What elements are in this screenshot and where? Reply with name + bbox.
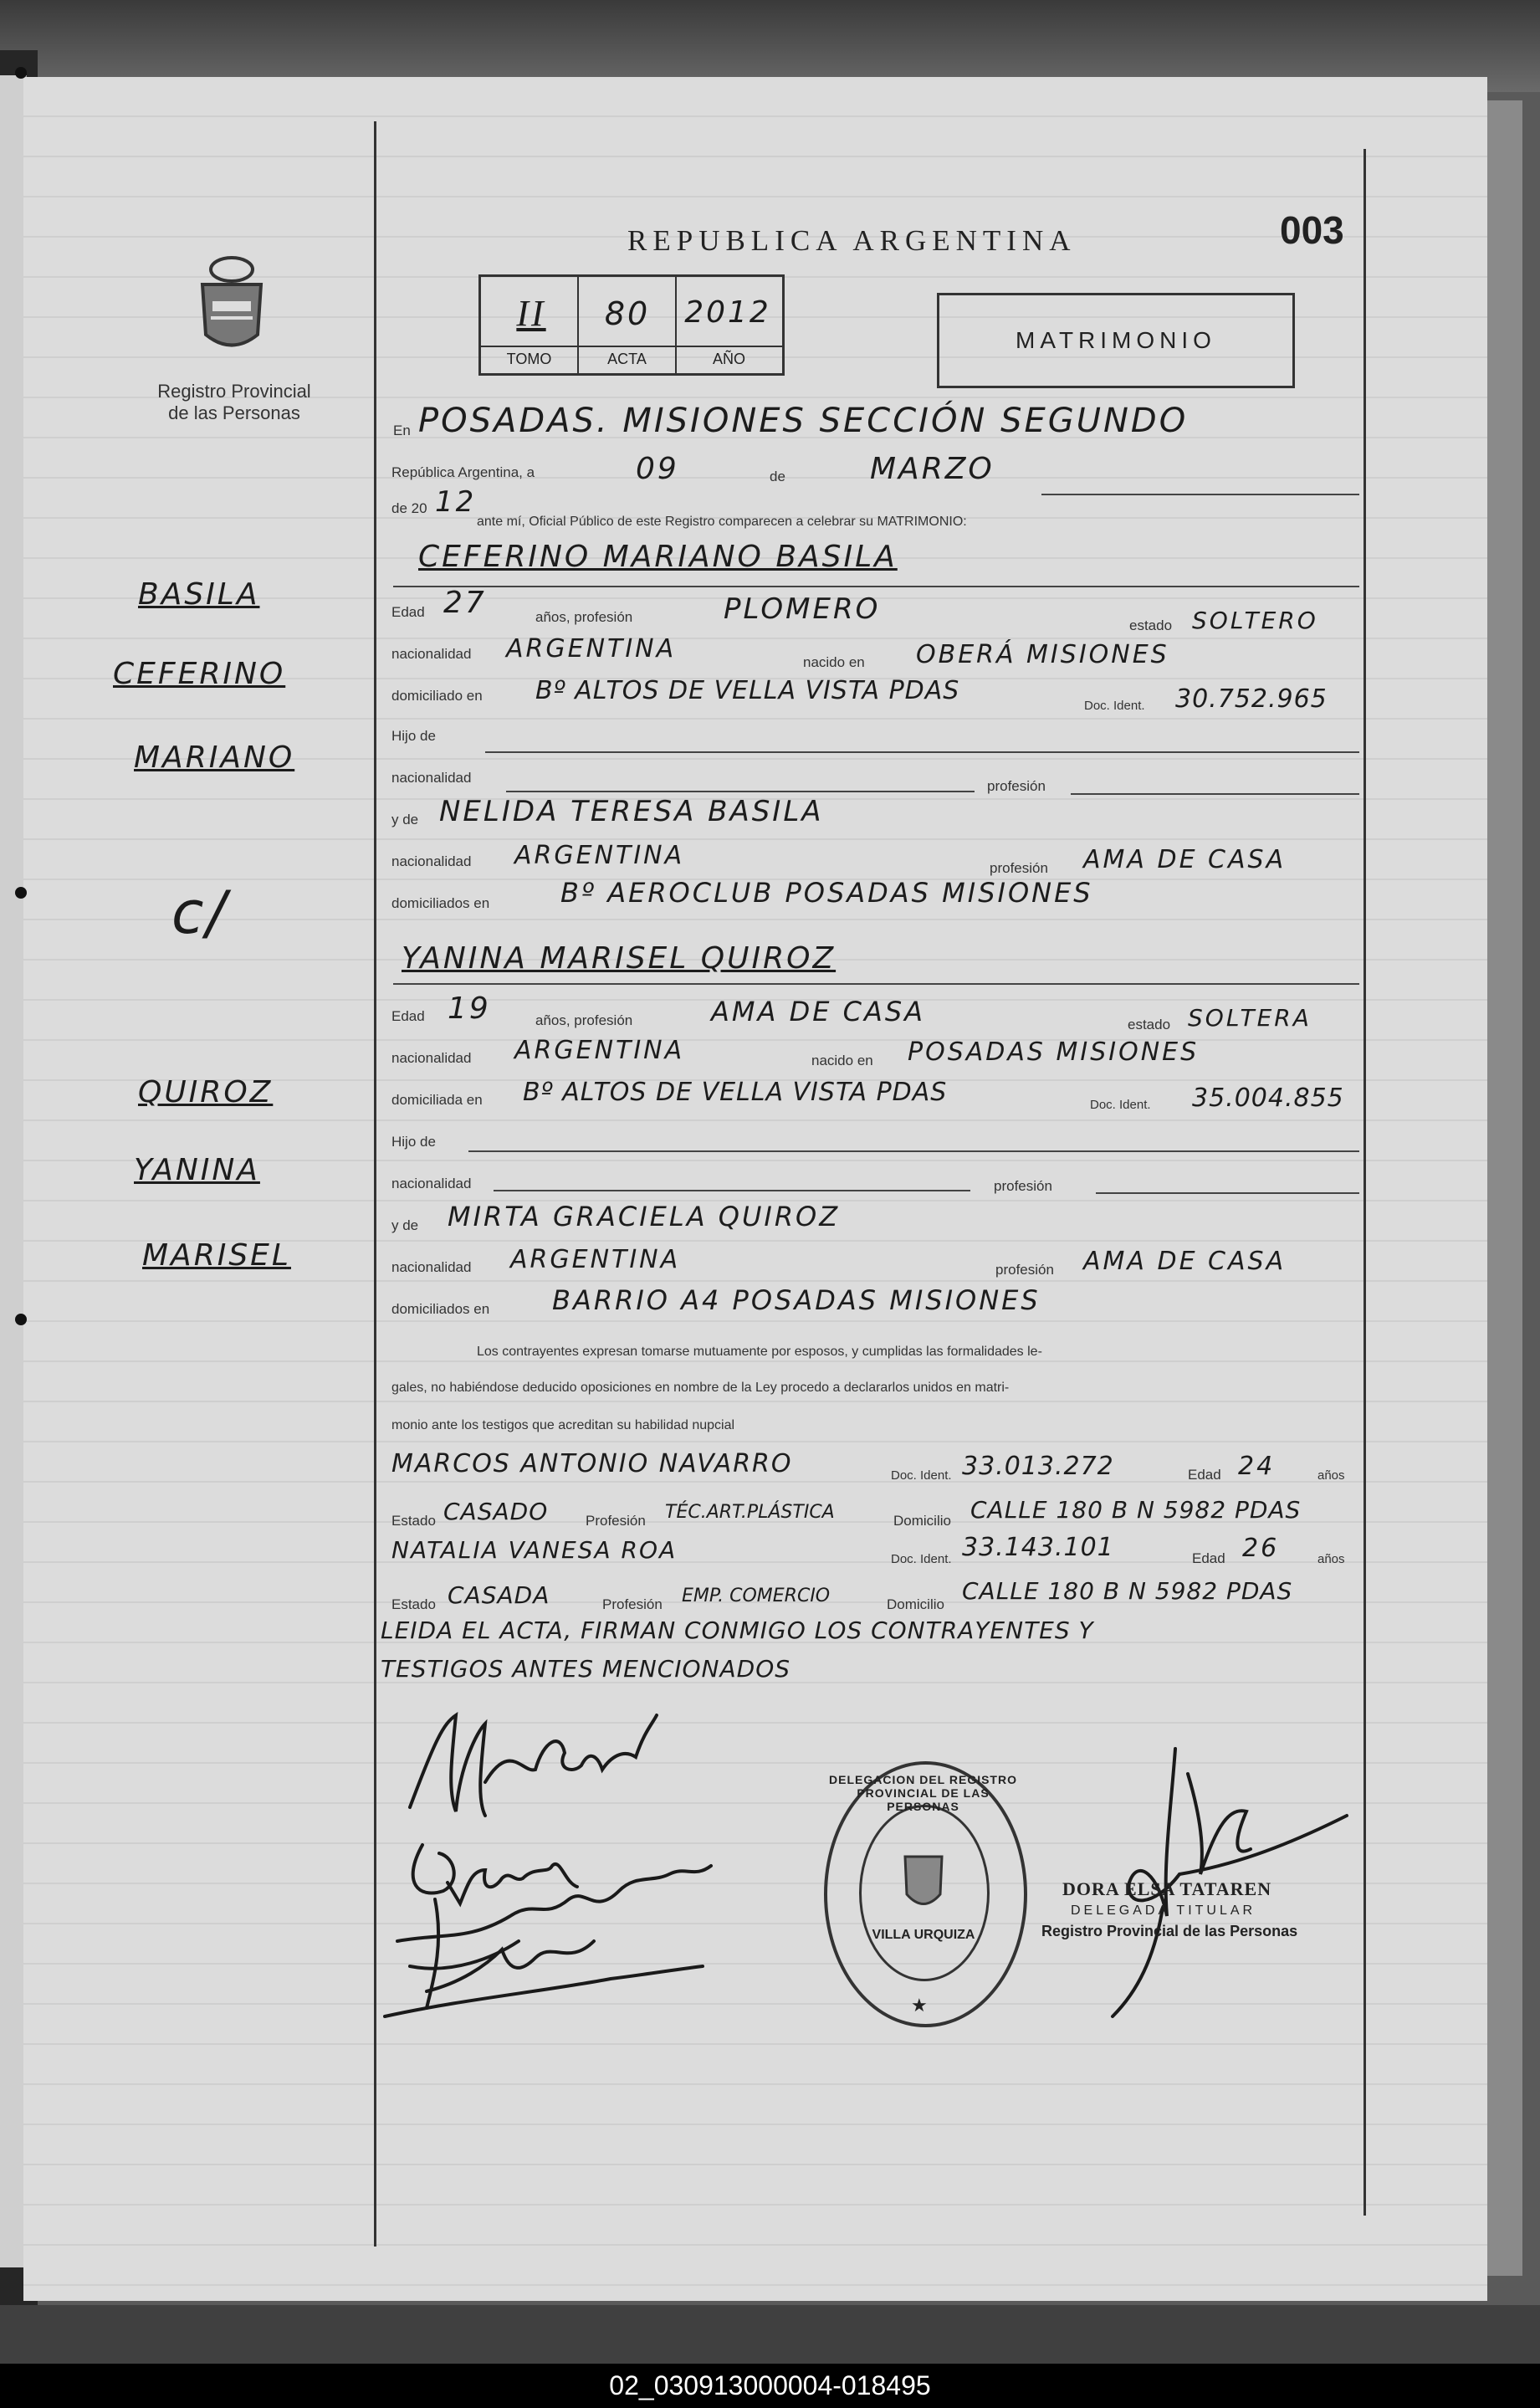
year-suffix: 12 [435, 485, 477, 519]
binding-hole [15, 67, 27, 79]
statement-line-3: monio ante los testigos que acreditan su habilidad nupcial [391, 1418, 735, 1432]
groom-age-label: Edad [391, 604, 425, 620]
groom-profession-label: años, profesión [535, 609, 633, 625]
statement-line-1: Los contrayentes expresan tomarse mutuamente por esposos, y cumplidas las formalidades le- [477, 1345, 1042, 1359]
official-org: Registro Provincial de las Personas [1041, 1923, 1298, 1939]
bride-mother-profession: AMA DE CASA [1083, 1247, 1287, 1276]
witness2-address-label: Domicilio [887, 1596, 944, 1612]
groom-nationality: ARGENTINA [506, 634, 677, 663]
witness1-anios-label: años [1317, 1468, 1345, 1483]
republica-label: República Argentina, a [391, 464, 535, 480]
groom-parents-address-label: domiciliados en [391, 895, 490, 911]
volume-box [478, 274, 785, 376]
binding-hole [15, 1314, 27, 1325]
en-label: En [393, 423, 411, 438]
witness1-name: MARCOS ANTONIO NAVARRO [391, 1449, 793, 1478]
party-signatures [376, 1690, 753, 2042]
groom-father-profession-label: profesión [987, 778, 1046, 794]
bride-father-nationality-label: nacionalidad [391, 1176, 472, 1191]
bride-doc: 35.004.855 [1192, 1084, 1344, 1113]
rule [393, 586, 1359, 587]
witness2-doc-label: Doc. Ident. [891, 1552, 952, 1566]
bride-mother-label: y de [391, 1217, 419, 1233]
groom-father-label: Hijo de [391, 728, 436, 744]
groom-nationality-label: nacionalidad [391, 646, 472, 662]
year-prefix: de 20 [391, 500, 427, 516]
bride-nationality: ARGENTINA [514, 1036, 685, 1065]
groom-mother-profession: AMA DE CASA [1083, 845, 1287, 874]
witness1-doc-label: Doc. Ident. [891, 1468, 952, 1483]
bride-age: 19 [448, 991, 491, 1026]
rule [468, 1150, 1359, 1152]
rule [1096, 1192, 1359, 1194]
rule [1071, 793, 1359, 795]
groom-age: 27 [443, 586, 487, 620]
statement-line-2: gales, no habiéndose deducido oposiciones en nombre de la Ley procedo a declararlos unidos en matri- [391, 1381, 1010, 1395]
scan-footer: 02_030913000004-018495 [0, 2364, 1540, 2408]
rule [485, 751, 1359, 753]
bride-mother-profession-label: profesión [995, 1262, 1054, 1278]
margin-groom-middle: MARIANO [134, 740, 295, 775]
groom-mother: NELIDA TERESA BASILA [439, 795, 824, 828]
margin-groom-first: CEFERINO [113, 657, 286, 691]
bride-age-label: Edad [391, 1008, 425, 1024]
bride-birthplace: POSADAS MISIONES [908, 1037, 1200, 1067]
bride-parents-address: BARRIO A4 POSADAS MISIONES [552, 1284, 1041, 1316]
witness1-address: CALLE 180 B N 5982 PDAS [970, 1496, 1302, 1524]
seal-emblem-icon [898, 1848, 949, 1915]
rule [494, 1190, 970, 1191]
right-border-line [1363, 149, 1366, 2216]
witness1-address-label: Domicilio [893, 1513, 951, 1529]
witness2-address: CALLE 180 B N 5982 PDAS [962, 1577, 1293, 1605]
registry-seal [824, 1761, 1027, 2027]
seal-ring-text: DELEGACION DEL REGISTRO PROVINCIAL DE LAS PERSONAS [829, 1773, 1017, 1813]
anio-label: AÑO [712, 351, 745, 367]
witness1-profession: TÉC.ART.PLÁSTICA [665, 1502, 835, 1523]
bride-full-name: YANINA MARISEL QUIROZ [402, 941, 837, 976]
witness2-age: 26 [1242, 1534, 1280, 1563]
page-number: 003 [1280, 208, 1344, 252]
bride-mother: MIRTA GRACIELA QUIROZ [448, 1201, 841, 1232]
margin-groom-surname: BASILA [138, 577, 260, 612]
act-type-box: MATRIMONIO [937, 293, 1295, 388]
de-label: de [770, 469, 785, 484]
witness2-status-label: Estado [391, 1596, 436, 1612]
margin-bride-first: YANINA [134, 1153, 260, 1187]
witness1-status: CASADO [443, 1498, 549, 1525]
bride-parents-address-label: domiciliados en [391, 1301, 490, 1317]
groom-status: SOLTERO [1192, 607, 1318, 634]
groom-birthplace-label: nacido en [803, 654, 865, 670]
groom-full-name: CEFERINO MARIANO BASILA [418, 540, 898, 574]
bride-mother-nationality: ARGENTINA [510, 1245, 681, 1274]
witness2-profession-label: Profesión [602, 1596, 663, 1612]
closing-line-1: LEIDA EL ACTA, FIRMAN CONMIGO LOS CONTRAYENTES Y [381, 1616, 1094, 1644]
margin-separator: c/ [171, 879, 229, 947]
rule [393, 983, 1359, 985]
ceremony-place: POSADAS. MISIONES SECCIÓN SEGUNDO [418, 402, 1189, 440]
groom-profession: PLOMERO [724, 592, 881, 626]
binding-hole [15, 887, 27, 899]
ceremony-day: 09 [636, 452, 679, 486]
background-bottom [0, 2305, 1540, 2364]
groom-parents-address: Bº AEROCLUB POSADAS MISIONES [560, 877, 1093, 909]
bride-profession: AMA DE CASA [711, 996, 926, 1027]
seal-center-text: VILLA URQUIZA [872, 1928, 975, 1942]
witness1-status-label: Estado [391, 1513, 436, 1529]
bride-mother-nationality-label: nacionalidad [391, 1259, 472, 1275]
groom-father-nationality-label: nacionalidad [391, 770, 472, 786]
witness2-doc: 33.143.101 [962, 1533, 1114, 1562]
groom-status-label: estado [1129, 617, 1173, 633]
acta-label: ACTA [607, 351, 647, 367]
witness1-profession-label: Profesión [586, 1513, 646, 1529]
witness2-profession: EMP. COMERCIO [682, 1586, 831, 1606]
country-title: REPUBLICA ARGENTINA [627, 224, 1077, 257]
registry-name: Registro Provincial de las Personas [157, 381, 311, 423]
bride-address-label: domiciliada en [391, 1092, 483, 1108]
groom-address-label: domiciliado en [391, 688, 483, 704]
bride-profession-label: años, profesión [535, 1012, 633, 1028]
closing-line-2: TESTIGOS ANTES MENCIONADOS [381, 1655, 791, 1683]
rule [506, 791, 975, 792]
bride-birthplace-label: nacido en [811, 1053, 873, 1068]
rule [1041, 494, 1359, 495]
bride-father-label: Hijo de [391, 1134, 436, 1150]
groom-address: Bº ALTOS DE VELLA VISTA PDAS [535, 676, 960, 705]
witness2-name: NATALIA VANESA ROA [391, 1536, 678, 1564]
groom-doc-label: Doc. Ident. [1084, 699, 1145, 713]
bride-status: SOLTERA [1188, 1004, 1312, 1032]
seal-star-icon: ★ [911, 1995, 928, 2016]
witness1-doc: 33.013.272 [962, 1452, 1114, 1481]
bride-status-label: estado [1128, 1017, 1171, 1032]
witness2-age-label: Edad [1192, 1550, 1225, 1566]
bride-father-profession-label: profesión [994, 1178, 1052, 1194]
acta-value: 80 [604, 295, 651, 332]
tomo-label: TOMO [506, 351, 552, 367]
official-name: DORA ELSA TATAREN [1062, 1878, 1272, 1899]
anio-value: 2012 [684, 295, 771, 330]
groom-mother-nationality: ARGENTINA [514, 841, 685, 870]
bride-nationality-label: nacionalidad [391, 1050, 472, 1066]
groom-birthplace: OBERÁ MISIONES [916, 640, 1169, 669]
witness1-age: 24 [1238, 1452, 1276, 1481]
ceremony-month: MARZO [870, 452, 995, 486]
bride-address: Bº ALTOS DE VELLA VISTA PDAS [523, 1078, 948, 1107]
margin-bride-surname: QUIROZ [138, 1075, 274, 1109]
groom-mother-label: y de [391, 812, 419, 827]
groom-doc: 30.752.965 [1175, 684, 1328, 714]
witness1-age-label: Edad [1188, 1467, 1221, 1483]
tomo-value: II [516, 293, 546, 334]
groom-mother-profession-label: profesión [990, 860, 1048, 876]
official-title: DELEGADA TITULAR [1071, 1903, 1256, 1918]
witness2-status: CASADA [448, 1581, 550, 1609]
groom-mother-nationality-label: nacionalidad [391, 853, 472, 869]
margin-bride-middle: MARISEL [142, 1238, 291, 1273]
shield-emblem-icon [194, 251, 269, 356]
ceremony-intro: ante mí, Oficial Público de este Registro comparecen a celebrar su MATRIMONIO: [477, 515, 967, 529]
witness2-anios-label: años [1317, 1552, 1345, 1566]
bride-doc-label: Doc. Ident. [1090, 1098, 1151, 1112]
